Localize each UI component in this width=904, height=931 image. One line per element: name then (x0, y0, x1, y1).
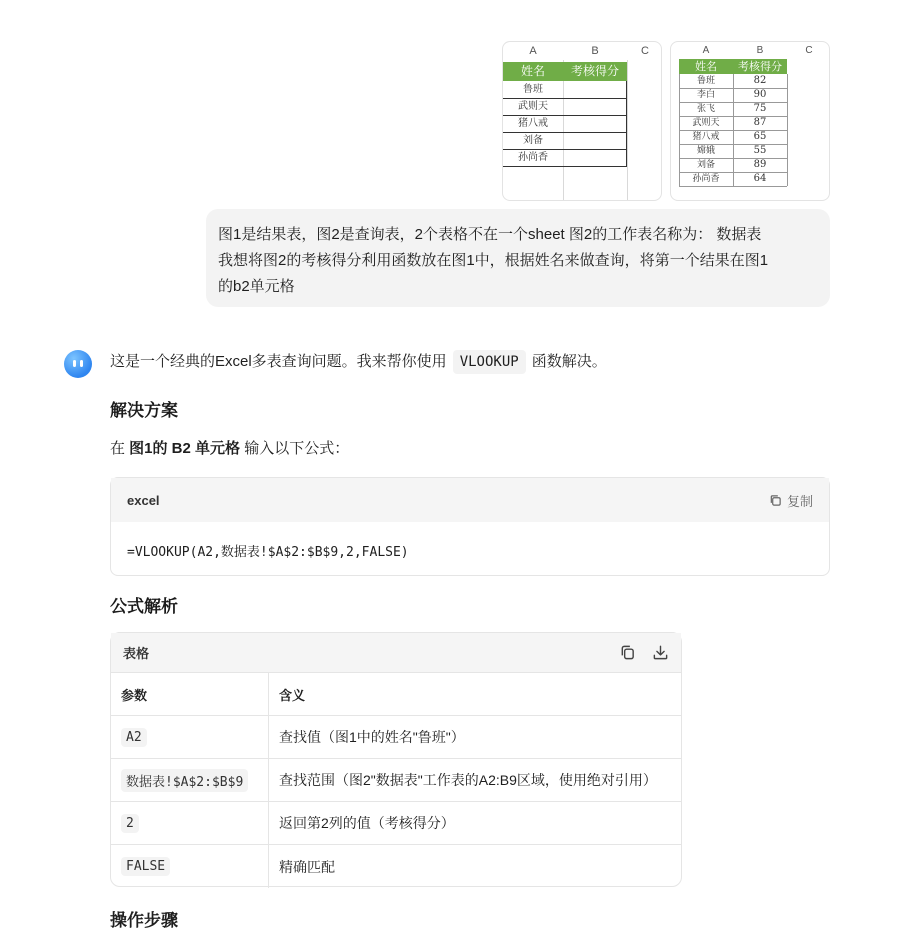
score-cell: 65 (753, 131, 767, 142)
heading-formula-analysis: 公式解析 (110, 597, 178, 616)
header-cell: 考核得分 (733, 59, 787, 74)
name-cell: 猪八戒 (692, 132, 720, 142)
param-code: A2 (121, 728, 147, 747)
cell-border (787, 74, 788, 186)
header-cell: 姓名 (679, 59, 733, 74)
grid-line (627, 60, 628, 200)
column-header: A (702, 45, 710, 56)
table-header-cell: 参数 (111, 673, 269, 715)
name-cell: 嫦娥 (696, 146, 715, 156)
table-row (111, 716, 681, 759)
code-content: =VLOOKUP(A2,数据表!$A$2:$B$9,2,FALSE) (127, 545, 409, 560)
copy-icon[interactable] (619, 644, 636, 661)
download-icon[interactable] (652, 644, 669, 661)
score-cell: 75 (753, 103, 767, 114)
heading-steps: 操作步骤 (110, 911, 178, 930)
name-cell: 孙尚香 (692, 174, 720, 184)
heading-solution: 解决方案 (110, 401, 178, 420)
column-header: C (805, 45, 813, 56)
para-bold: 图1的 B2 单元格 (129, 440, 241, 457)
score-cell: 89 (753, 159, 767, 170)
name-cell: 鲁班 (696, 76, 715, 86)
table-card-header (111, 633, 681, 673)
column-header: A (529, 45, 537, 57)
user-message-line: 我想将图2的考核得分利用函数放在图1中，根据姓名来做查询，将第一个结果在图1 (218, 252, 769, 269)
user-message-line: 的b2单元格 (218, 278, 295, 295)
name-cell: 刘备 (523, 135, 543, 146)
name-cell: 张飞 (696, 104, 715, 114)
column-header: B (591, 45, 599, 57)
code-language-label: excel (127, 492, 160, 508)
header-cell: 考核得分 (563, 62, 627, 81)
assistant-avatar-icon (64, 350, 92, 378)
code-block (110, 477, 830, 576)
header-cell: 姓名 (503, 62, 563, 81)
user-message-line: 图1是结果表，图2是查询表，2个表格不在一个sheet 图2的工作表名称为： 数据表 (218, 226, 762, 243)
intro-text-end: 函数解决。 (531, 353, 607, 370)
param-code: 数据表!$A$2:$B$9 (121, 769, 248, 792)
instruction-paragraph (110, 438, 349, 460)
name-cell: 武则天 (518, 101, 548, 112)
intro-text: 这是一个经典的Excel多表查询问题。我来帮你使用 (110, 353, 447, 370)
score-cell: 64 (753, 173, 767, 184)
param-meaning: 查找范围（图2"数据表"工作表的A2:B9区域，使用绝对引用） (279, 772, 657, 788)
score-cell: 87 (753, 117, 767, 128)
inline-code: VLOOKUP (453, 350, 526, 374)
table-header-row (111, 673, 681, 716)
param-meaning: 精确匹配 (279, 858, 335, 875)
param-code: FALSE (121, 857, 170, 876)
copy-code-button[interactable] (769, 491, 813, 510)
column-header: B (756, 45, 764, 56)
attachment-image-1[interactable] (502, 41, 662, 201)
table-row (111, 759, 681, 802)
table-card-title: 表格 (123, 646, 150, 661)
table-header-cell: 含义 (279, 687, 306, 703)
name-cell: 李白 (696, 90, 715, 100)
column-header: C (641, 45, 649, 57)
cell-border (679, 74, 680, 186)
spreadsheet-lookup-table (671, 42, 829, 200)
name-cell: 鲁班 (523, 84, 543, 95)
score-cell: 90 (753, 89, 767, 100)
cell-border (626, 81, 627, 166)
copy-icon (769, 494, 782, 507)
cell-border (679, 186, 787, 187)
cell-border (503, 166, 627, 167)
copy-label: 复制 (786, 493, 813, 509)
attachment-image-2[interactable] (670, 41, 830, 201)
name-cell: 猪八戒 (518, 118, 548, 129)
table-row (111, 845, 681, 888)
table-row (111, 802, 681, 845)
code-block-header (111, 478, 829, 522)
para-suffix: 输入以下公式： (240, 440, 350, 457)
score-cell: 55 (753, 145, 767, 156)
name-cell: 刘备 (696, 160, 715, 170)
param-meaning: 查找值（图1中的姓名"鲁班"） (279, 729, 465, 745)
cell-border (733, 74, 734, 186)
score-cell: 82 (753, 75, 767, 86)
para-prefix: 在 (110, 440, 130, 457)
formula-table-card (110, 632, 682, 887)
user-message-bubble (206, 209, 830, 307)
grid-line (563, 60, 564, 200)
spreadsheet-result-table (503, 42, 661, 200)
param-meaning: 返回第2列的值（考核得分） (279, 815, 455, 831)
name-cell: 孙尚香 (518, 152, 548, 163)
assistant-intro (110, 350, 607, 374)
name-cell: 武则天 (692, 118, 720, 128)
param-code: 2 (121, 814, 139, 833)
